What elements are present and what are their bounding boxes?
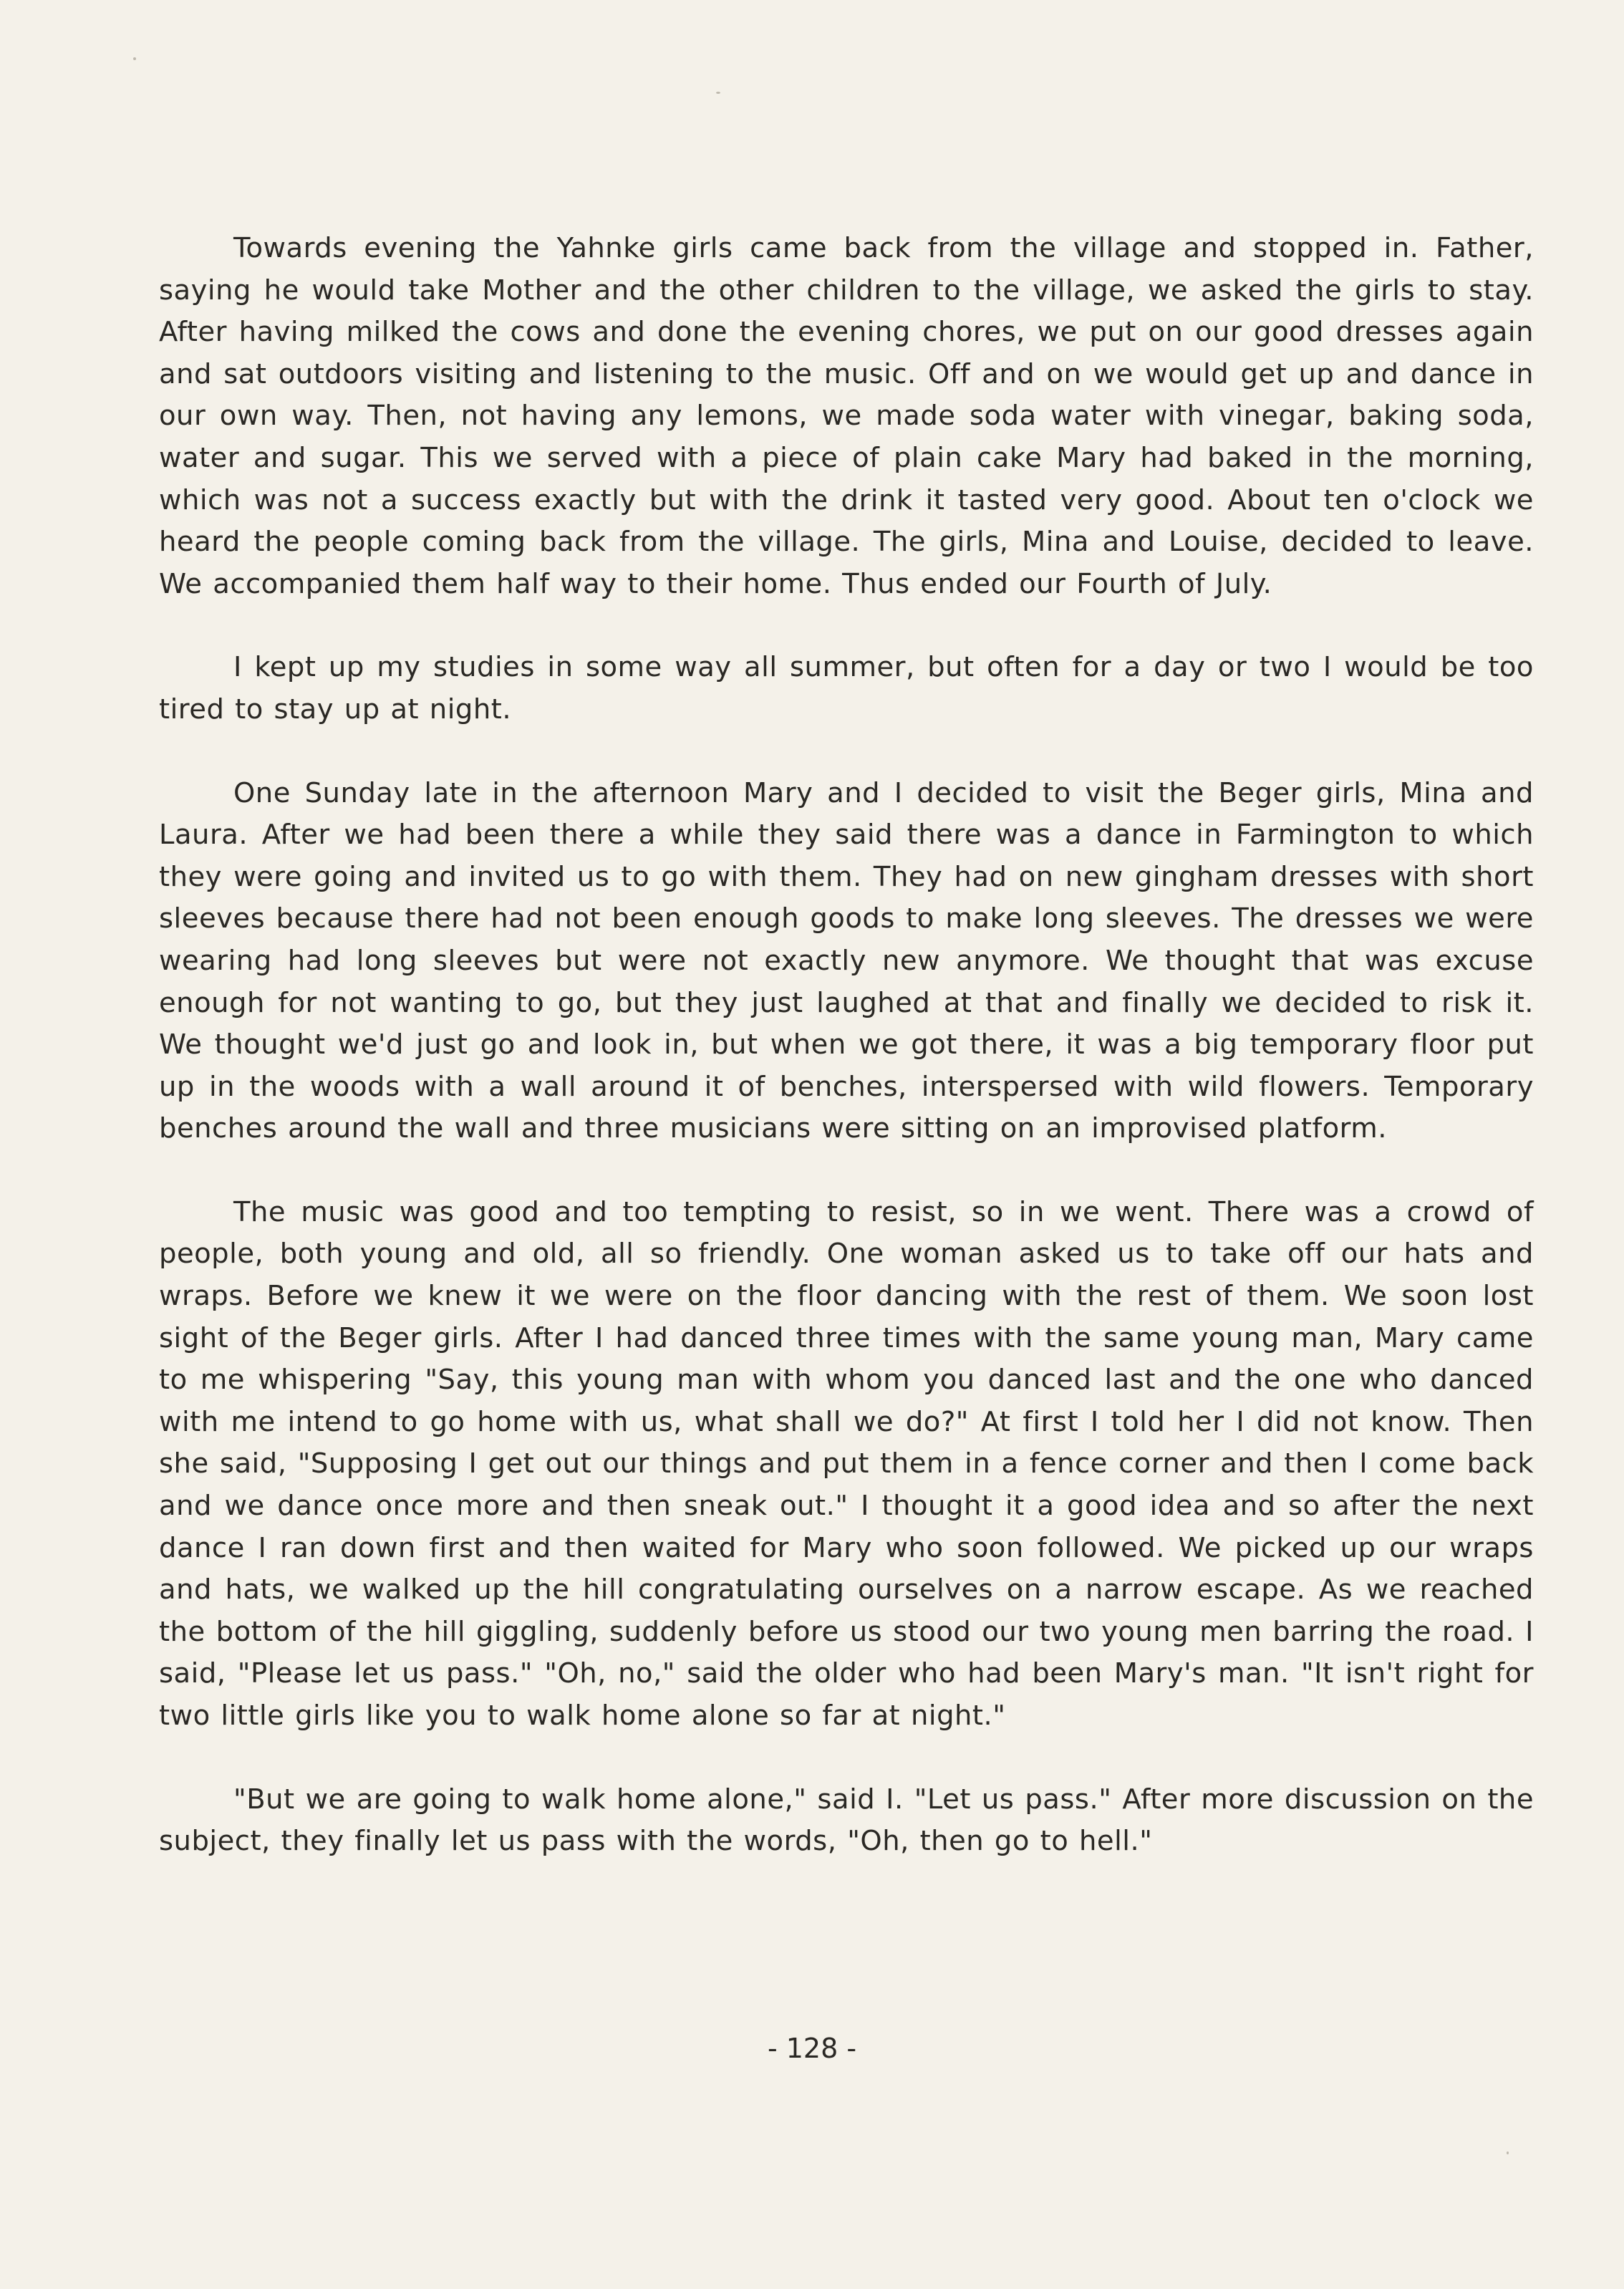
paragraph: Towards evening the Yahnke girls came back from the village and stopped in. Father, saying he would take Mother and the other children to the village, we asked the girls to stay. After having milked the cows and done the evening chores, we put on our good dresses again and sat outdoors visiting and listening to the music. Off and on we would get up and dance in our own way. Then, not having any lemons, we made soda water with vinegar, baking soda, water and sugar. This we served with a piece of plain cake Mary had baked in the morning, which was not a success exactly but with the drink it tasted very good. About ten o'clock we heard the people coming back from the village. The girls, Mina and Louise, decided to leave. We accompanied them half way to their home. Thus ended our Fourth of July. bbox=[159, 232, 1534, 600]
paper-speck bbox=[716, 92, 720, 94]
paragraph: The music was good and too tempting to resist, so in we went. There was a crowd of people, both young and old, all so friendly. One woman asked us to take off our hats and wraps. Before we knew it we were on the floor dancing with the rest of them. We soon lost sight of the Beger girls. After I had danced three times with the same young man, Mary came to me whispering "Say, this young man with whom you danced last and the one who danced with me intend to go home with us, what shall we do?" At first I told her I did not know. Then she said, "Supposing I get out our things and put them in a fence corner and then I come back and we dance once more and then sneak out." I thought it a good idea and so after the next dance I ran down first and then waited for Mary who soon followed. We picked up our wraps and hats, we walked up the hill congratulating ourselves on a narrow escape. As we reached the bottom of the hill giggling, suddenly before us stood our two young men barring the road. I said, "Please let us pass." "Oh, no," said the older who had been Mary's man. "It isn't right for two little girls like you to walk home alone so far at night." bbox=[159, 1195, 1534, 1732]
paragraph: I kept up my studies in some way all summer, but often for a day or two I would be too tired to stay up at night. bbox=[159, 651, 1534, 726]
body-text bbox=[159, 228, 1534, 1904]
paragraph: "But we are going to walk home alone," said I. "Let us pass." After more discussion on the subject, they finally let us pass with the words, "Oh, then go to hell." bbox=[159, 1783, 1534, 1858]
paragraph: One Sunday late in the afternoon Mary and I decided to visit the Beger girls, Mina and Laura. After we had been there a while they said there was a dance in Farmington to which they were going and invited us to go with them. They had on new gingham dresses with short sleeves because there had not been enough goods to make long sleeves. The dresses we were wearing had long sleeves but were not exactly new anymore. We thought that was excuse enough for not wanting to go, but they just laughed at that and finally we decided to risk it. We thought we'd just go and look in, but when we got there, it was a big temporary floor put up in the woods with a wall around it of benches, interspersed with wild flowers. Temporary benches around the wall and three musicians were sitting on an improvised platform. bbox=[159, 776, 1534, 1145]
paper-speck bbox=[133, 57, 136, 60]
page-number: - 128 - bbox=[767, 2033, 857, 2064]
paper-speck bbox=[1507, 2151, 1509, 2154]
